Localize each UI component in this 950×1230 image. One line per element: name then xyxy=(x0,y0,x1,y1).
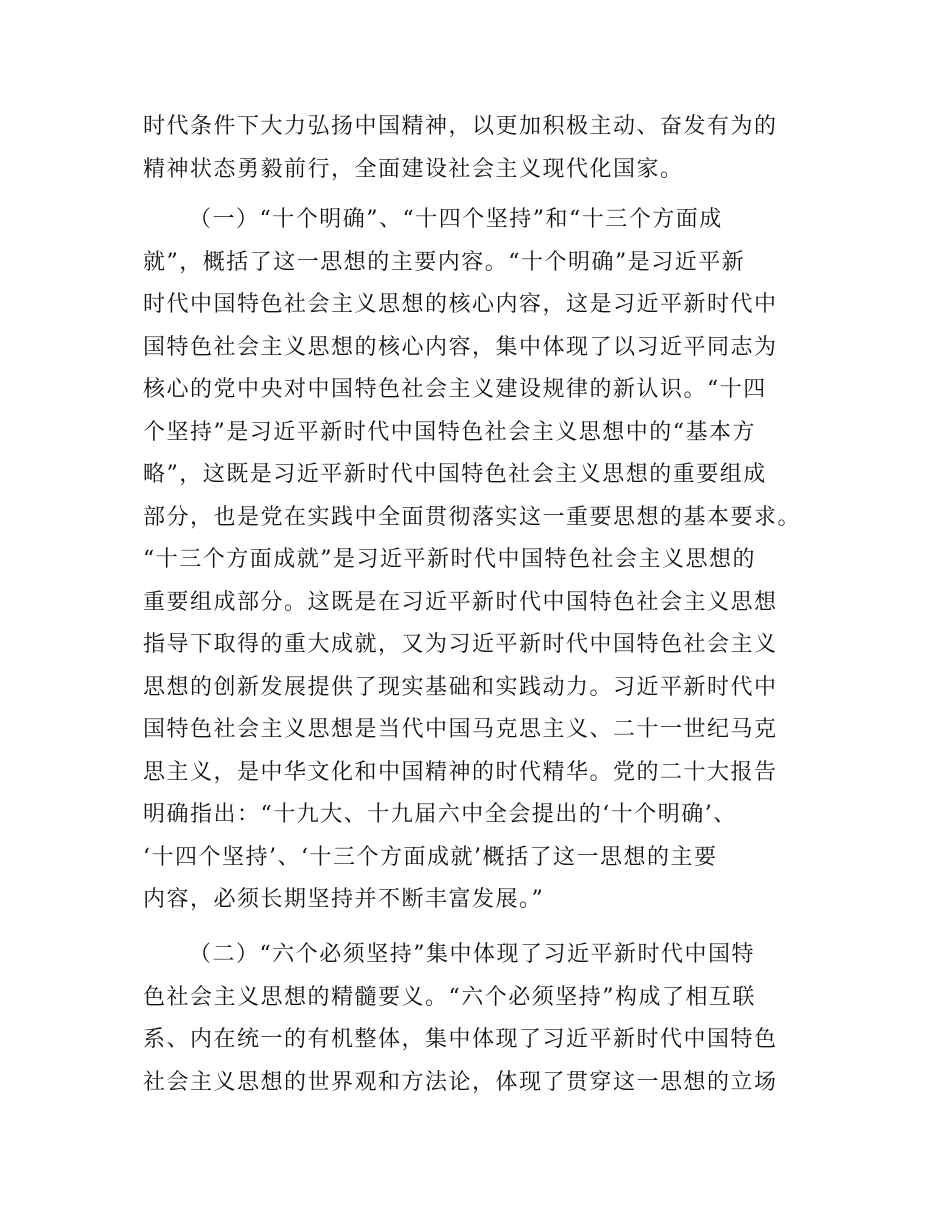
text-line: 思主义，是中华文化和中国精神的时代精华。党的二十大报告 xyxy=(143,759,778,785)
text-line: ‘十四个坚持’、‘十三个方面成就’概括了这一思想的主要 xyxy=(143,844,718,870)
text-line: 重要组成部分。这既是在习近平新时代中国特色社会主义思想 xyxy=(143,589,778,615)
text-line: 就”，概括了这一思想的主要内容。“十个明确”是习近平新 xyxy=(143,249,746,275)
text-line: 内容，必须长期坚持并不断丰富发展。” xyxy=(143,887,545,912)
text-line: 核心的党中央对中国特色社会主义建设规律的新认识。“十四 xyxy=(143,377,767,402)
paragraph-continuation xyxy=(143,106,815,191)
text-line: 部分，也是党在实践中全面贯彻落实这一重要思想的基本要求。 xyxy=(143,504,802,530)
text-line: 指导下取得的重大成就，又为习近平新时代中国特色社会主义 xyxy=(143,632,778,657)
paragraph-section-one xyxy=(143,199,815,922)
text-line: 略”，这既是习近平新时代中国特色社会主义思想的重要组成 xyxy=(143,462,767,487)
text-line: 色社会主义思想的精髓要义。“六个必须坚持”构成了相互联 xyxy=(143,984,756,1010)
paragraph-section-two xyxy=(143,934,815,1104)
text-line: “十三个方面成就”是习近平新时代中国特色社会主义思想的 xyxy=(143,547,756,572)
text-line: 时代条件下大力弘扬中国精神，以更加积极主动、奋发有为的 xyxy=(143,114,778,139)
text-line: 精神状态勇毅前行，全面建设社会主义现代化国家。 xyxy=(143,156,684,182)
text-line: 思想的创新发展提供了现实基础和实践动力。习近平新时代中 xyxy=(143,674,778,700)
text-line: 时代中国特色社会主义思想的核心内容，这是习近平新时代中 xyxy=(143,292,778,317)
text-line: 个坚持”是习近平新时代中国特色社会主义思想中的“基本方 xyxy=(143,419,756,445)
text-line: 社会主义思想的世界观和方法论，体现了贯穿这一思想的立场 xyxy=(143,1069,778,1095)
text-line: 国特色社会主义思想是当代中国马克思主义、二十一世纪马克 xyxy=(143,717,778,742)
text-line: （二）“六个必须坚持”集中体现了习近平新时代中国特 xyxy=(189,942,755,967)
text-line: （一）“十个明确”、“十四个坚持”和“十三个方面成 xyxy=(189,207,723,232)
text-line: 明确指出：“十九大、十九届六中全会提出的‘十个明确’、 xyxy=(143,802,737,827)
text-line: 国特色社会主义思想的核心内容，集中体现了以习近平同志为 xyxy=(143,334,778,360)
text-line: 系、内在统一的有机整体，集中体现了习近平新时代中国特色 xyxy=(143,1027,778,1052)
